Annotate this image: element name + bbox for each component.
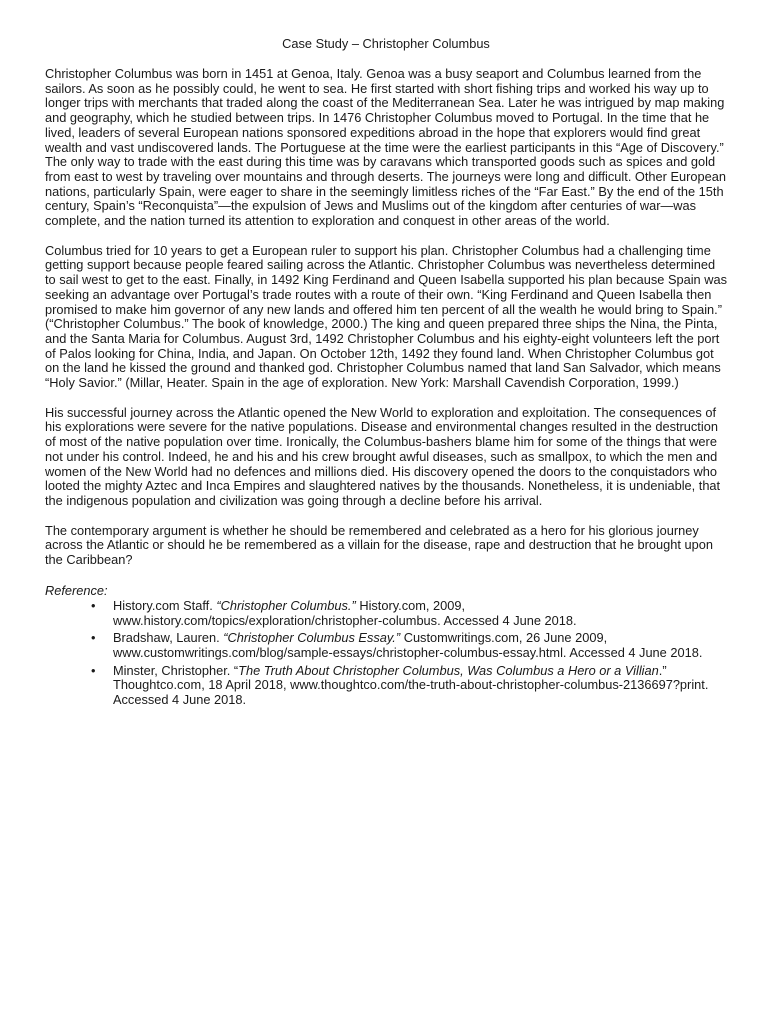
paragraph-contemporary-argument: The contemporary argument is whether he should be remembered and celebrated as a hero for his glorious journey across the Atlantic or should he be remembered as a villain for the disease, rape and destruction that he brought upon the Caribbean? <box>45 522 713 568</box>
document-title: Case Study – Christopher Columbus <box>282 36 490 51</box>
reference-list <box>45 599 727 708</box>
reference-author: Bradshaw, Lauren. <box>113 630 224 646</box>
reference-heading: Reference: <box>45 582 108 598</box>
bullet-icon: • <box>91 662 96 678</box>
reference-title: “Christopher Columbus.” <box>216 597 356 613</box>
reference-source: History.com, 2009, www.history.com/topics/exploration/christopher-columbus. Accessed 4 June 2018. <box>113 597 577 628</box>
reference-title: The Truth About Christopher Columbus, Was Columbus a Hero or a Villian <box>238 662 659 678</box>
reference-item <box>45 631 727 660</box>
reference-item <box>45 599 727 628</box>
reference-source: .” Thoughtco.com, 18 April 2018, www.thoughtco.com/the-truth-about-christopher-columbus-2136697?print. Accessed 4 June 2018. <box>113 662 709 708</box>
document-page <box>45 36 727 711</box>
paragraph-consequences: His successful journey across the Atlantic opened the New World to exploration and exploitation. The consequences of his explorations were severe for the native populations. Disease and environmental changes resulted in the destruction of most of the native population over time. Ironically, the Columbus-bashers blame him for some of the things that were not under his control. Indeed, he and his and his crew brought awful diseases, such as smallpox, to which the men and women of the New World had no defences and millions died. His discovery opened the doors to the conquistadors who looted the mighty Aztec and Inca Empires and slaughtered natives by the thousands. Nonetheless, it is undeniable, that the indigenous population and civilization was going through a decline before his arrival. <box>45 404 721 508</box>
reference-author: Minster, Christopher. “ <box>113 662 239 678</box>
paragraph-birth-and-early-life: Christopher Columbus was born in 1451 at Genoa, Italy. Genoa was a busy seaport and Columbus learned from the sailors. As soon as he possibly could, he went to sea. He first started with short fishing trips and worked his way up to longer trips with merchants that traded along the coast of the Mediterranean Sea. Later he was intrigued by map making and geography, which he studied between trips. In 1476 Christopher Columbus moved to Portugal. In the time that he lived, leaders of several European nations sponsored expeditions abroad in the hope that explorers would find great wealth and vast undiscovered lands. The Portuguese at the time were the earliest participants in this “Age of Discovery.” The only way to trade with the east during this time was by caravans which transported goods such as spices and gold from east to west by traveling over mountains and through deserts. The journeys were long and difficult. Other European nations, particularly Spain, were eager to share in the seemingly limitless riches of the “Far East.” By the end of the 15th century, Spain’s “Reconquista”—the expulsion of Jews and Muslims out of the kingdom after centuries of war—was complete, and the nation turned its attention to exploration and conquest in other areas of the world. <box>45 66 726 229</box>
bullet-icon: • <box>91 597 96 613</box>
paragraph-voyage: Columbus tried for 10 years to get a European ruler to support his plan. Christopher Columbus had a challenging time getting support because people feared sailing across the Atlantic. Christopher Columbus was nevertheless determined to sail west to get to the east. Finally, in 1492 King Ferdinand and Queen Isabella supported his plan because Spain was seeking an advantage over Portugal’s trade routes with a route of their own. “King Ferdinand and Queen Isabella then promised to make him governor of any new lands and offered him ten percent of all the wealth he would bring to Spain.” (“Christopher Columbus.” The book of knowledge, 2000.) The king and queen prepared three ships the Nina, the Pinta, and the Santa Maria for Columbus. August 3rd, 1492 Christopher Columbus and his eighty-eight volunteers left the port of Palos looking for China, India, and Japan. On October 12th, 1492 they found land. When Christopher Columbus got on the land he kissed the ground and thanked god. Christopher Columbus named that land San Salvador, which means “Holy Savior.” (Millar, Heater. Spain in the age of exploration. New York: Marshall Cavendish Corporation, 1999.) <box>45 242 727 391</box>
reference-author: History.com Staff. <box>113 597 217 613</box>
bullet-icon: • <box>91 630 96 646</box>
reference-title: “Christopher Columbus Essay.” <box>223 630 401 646</box>
reference-source: Customwritings.com, 26 June 2009, www.customwritings.com/blog/sample-essays/christopher-columbus-essay.html. Accessed 4 June 2018. <box>113 630 703 660</box>
reference-item <box>45 664 727 708</box>
